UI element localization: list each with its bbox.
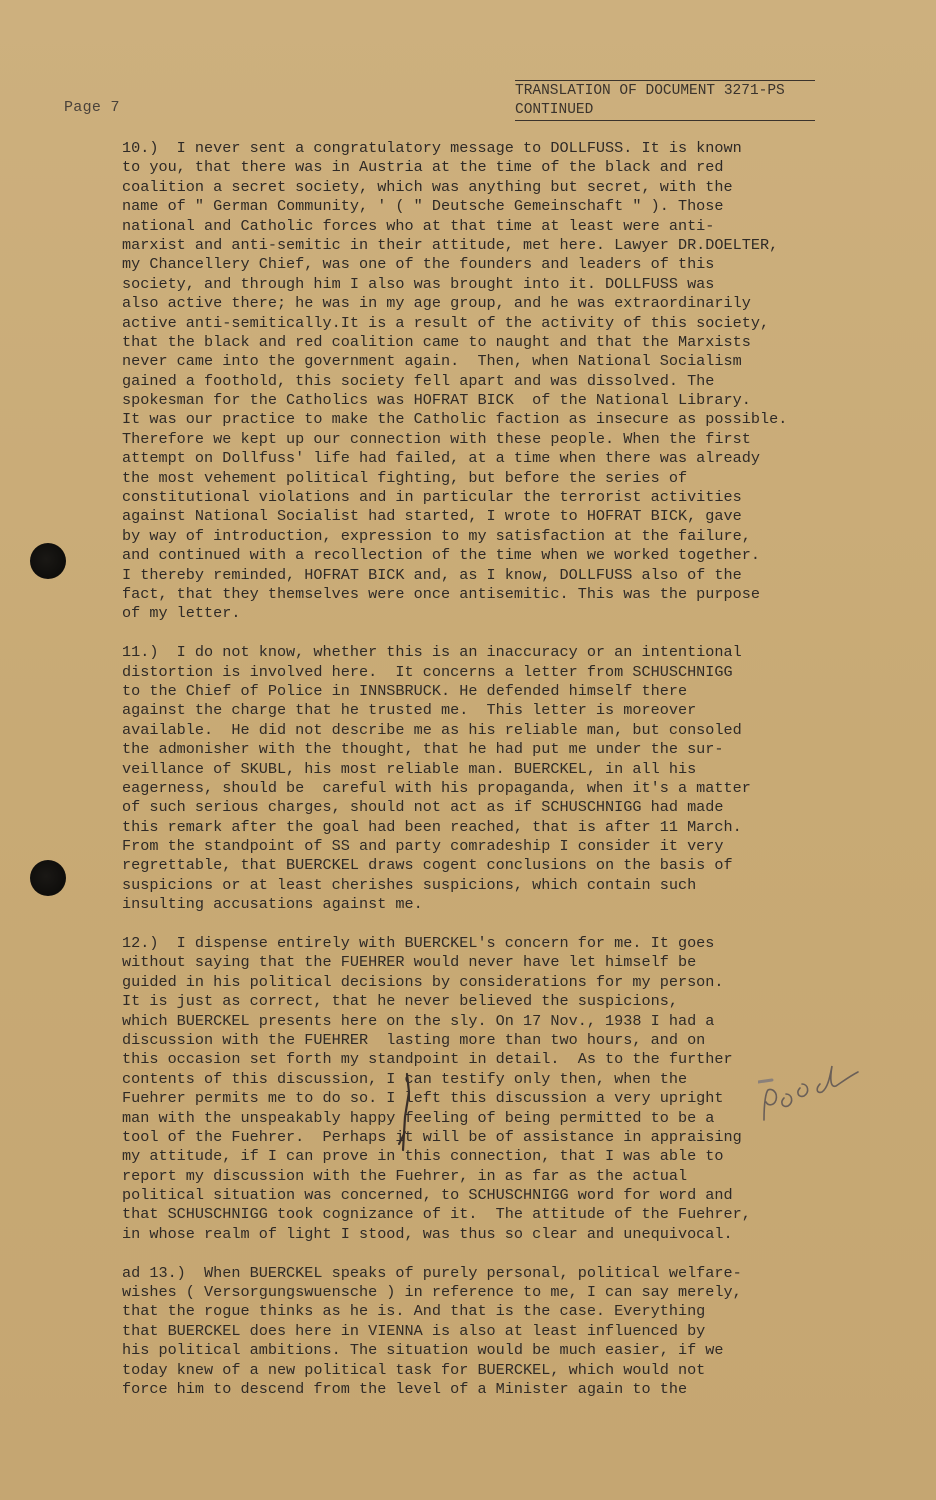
text-line: gained a foothold, this society fell apart and was dissolved. The xyxy=(122,371,715,390)
text-line: attempt on Dollfuss' life had failed, at a time when there was already xyxy=(122,449,760,468)
text-line: his political ambitions. The situation would be much easier, if we xyxy=(122,1341,724,1360)
text-line: without saying that the FUEHRER would never have let himself be xyxy=(122,953,697,972)
text-line: report my discussion with the Fuehrer, in as far as the actual xyxy=(122,1166,688,1185)
text-line: that BUERCKEL does here in VIENNA is also at least influenced by xyxy=(122,1321,706,1340)
text-line: Fuehrer permits me to do so. I left this discussion a very upright xyxy=(122,1089,724,1108)
text-line: From the standpoint of SS and party comradeship I consider it very xyxy=(122,837,724,856)
text-line: name of " German Community, ' ( " Deutsche Gemeinschaft " ). Those xyxy=(122,197,724,216)
text-line: contents of this discussion, I can testify only then, when the xyxy=(122,1069,688,1088)
text-line: this occasion set forth my standpoint in detail. As to the further xyxy=(122,1050,733,1069)
text-line: in whose realm of light I stood, was thus so clear and unequivocal. xyxy=(122,1224,733,1243)
text-line: that the black and red coalition came to naught and that the Marxists xyxy=(122,332,751,351)
document-header xyxy=(515,80,815,121)
text-line: national and Catholic forces who at that time at least were anti- xyxy=(122,216,715,235)
text-line: available. He did not describe me as his reliable man, but consoled xyxy=(122,720,742,739)
text-line: 11.) I do not know, whether this is an inaccuracy or an intentional xyxy=(122,643,742,662)
text-line: spokesman for the Catholics was HOFRAT BICK of the National Library. xyxy=(122,391,751,410)
handwritten-note xyxy=(758,1062,870,1132)
text-line: which BUERCKEL presents here on the sly. On 17 Nov., 1938 I had a xyxy=(122,1011,715,1030)
text-line: today knew of a new political task for BUERCKEL, which would not xyxy=(122,1360,706,1379)
text-line: eagerness, should be careful with his propaganda, when it's a matter xyxy=(122,778,751,797)
text-line: distortion is involved here. It concerns a letter from SCHUSCHNIGG xyxy=(122,662,733,681)
text-line: discussion with the FUEHRER lasting more than two hours, and on xyxy=(122,1030,706,1049)
text-line: the most vehement political fighting, but before the series of xyxy=(122,468,688,487)
paragraph xyxy=(122,1264,842,1400)
text-line: by way of introduction, expression to my satisfaction at the failure, xyxy=(122,526,751,545)
text-line: also active there; he was in my age group, and he was extraordinarily xyxy=(122,294,751,313)
header-title: TRANSLATION OF DOCUMENT 3271-PS xyxy=(515,80,815,101)
text-line: man with the unspeakably happy feeling of being permitted to be a xyxy=(122,1108,715,1127)
punch-hole xyxy=(30,543,66,579)
text-line: fact, that they themselves were once antisemitic. This was the purpose xyxy=(122,584,760,603)
paragraph xyxy=(122,139,842,624)
text-line: tool of the Fuehrer. Perhaps it will be of assistance in appraising xyxy=(122,1127,742,1146)
text-line: 12.) I dispense entirely with BUERCKEL's concern for me. It goes xyxy=(122,934,715,953)
document-body xyxy=(122,139,842,1419)
text-line: to you, that there was in Austria at the time of the black and red xyxy=(122,158,724,177)
text-line: active anti-semitically.It is a result of the activity of this society, xyxy=(122,313,770,332)
text-line: Therefore we kept up our connection with these people. When the first xyxy=(122,429,751,448)
paragraph xyxy=(122,643,842,914)
text-line: never came into the government again. Then, when National Socialism xyxy=(122,352,742,371)
text-line: to the Chief of Police in INNSBRUCK. He defended himself there xyxy=(122,681,688,700)
text-line: ad 13.) When BUERCKEL speaks of purely personal, political welfare- xyxy=(122,1263,742,1282)
text-line: political situation was concerned, to SCHUSCHNIGG word for word and xyxy=(122,1186,733,1205)
text-line: society, and through him I also was brought into it. DOLLFUSS was xyxy=(122,274,715,293)
text-line: I thereby reminded, HOFRAT BICK and, as I know, DOLLFUSS also of the xyxy=(122,565,742,584)
text-line: against the charge that he trusted me. This letter is moreover xyxy=(122,701,697,720)
text-line: that SCHUSCHNIGG took cognizance of it. The attitude of the Fuehrer, xyxy=(122,1205,751,1224)
text-line: guided in his political decisions by considerations for my person. xyxy=(122,972,724,991)
text-line: veillance of SKUBL, his most reliable man. BUERCKEL, in all his xyxy=(122,759,697,778)
text-line: marxist and anti-semitic in their attitude, met here. Lawyer DR.DOELTER, xyxy=(122,235,779,254)
text-line: that the rogue thinks as he is. And that is the case. Everything xyxy=(122,1302,706,1321)
paragraph xyxy=(122,934,842,1244)
punch-hole xyxy=(30,860,66,896)
text-line: insulting accusations against me. xyxy=(122,895,423,914)
pen-mark xyxy=(395,1072,425,1152)
text-line: and continued with a recollection of the time when we worked together. xyxy=(122,546,760,565)
text-line: force him to descend from the level of a Minister again to the xyxy=(122,1380,688,1398)
text-line: the admonisher with the thought, that he had put me under the sur- xyxy=(122,740,724,759)
text-line: constitutional violations and in particular the terrorist activities xyxy=(122,488,742,507)
text-line: my Chancellery Chief, was one of the founders and leaders of this xyxy=(122,255,715,274)
text-line: this remark after the goal had been reached, that is after 11 March. xyxy=(122,817,742,836)
text-line: regrettable, that BUERCKEL draws cogent conclusions on the basis of xyxy=(122,856,733,875)
text-line: wishes ( Versorgungswuensche ) in reference to me, I can say merely, xyxy=(122,1283,742,1302)
text-line: of such serious charges, should not act as if SCHUSCHNIGG had made xyxy=(122,798,724,817)
text-line: my attitude, if I can prove in this connection, that I was able to xyxy=(122,1147,724,1166)
text-line: It is just as correct, that he never believed the suspicions, xyxy=(122,992,678,1011)
text-line: coalition a secret society, which was anything but secret, with the xyxy=(122,177,733,196)
text-line: of my letter. xyxy=(122,604,241,623)
text-line: It was our practice to make the Catholic faction as insecure as possible. xyxy=(122,410,788,429)
header-continued: CONTINUED xyxy=(515,101,815,121)
text-line: against National Socialist had started, I wrote to HOFRAT BICK, gave xyxy=(122,507,742,526)
page-number: Page 7 xyxy=(64,99,120,116)
text-line: suspicions or at least cherishes suspicions, which contain such xyxy=(122,875,697,894)
text-line: 10.) I never sent a congratulatory message to DOLLFUSS. It is known xyxy=(122,139,742,157)
